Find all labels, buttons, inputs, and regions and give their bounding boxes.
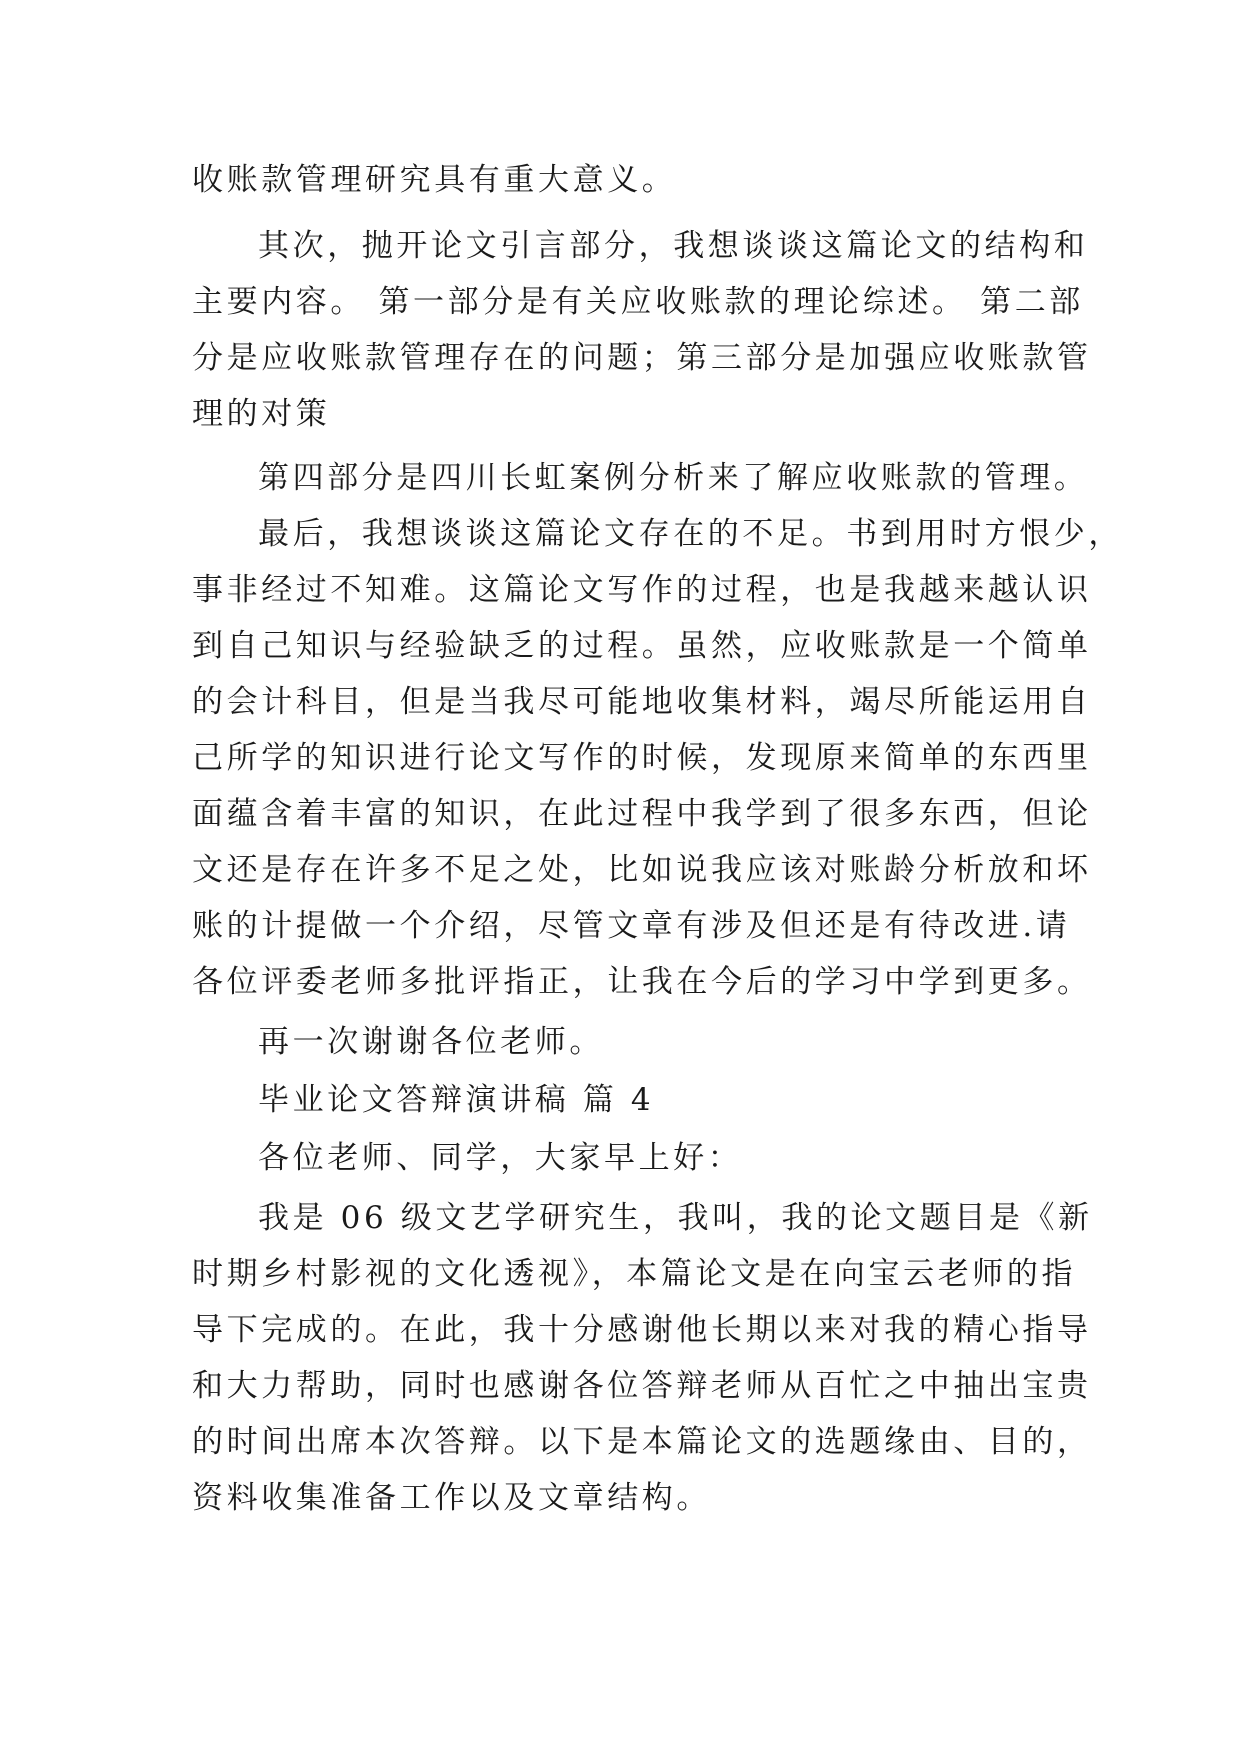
text-line-2: 其次，抛开论文引言部分，我想谈谈这篇论文的结构和: [258, 228, 1089, 264]
text-line-14: 账的计提做一个介绍，尽管文章有涉及但还是有待改进.请: [192, 908, 1071, 944]
text-line-9: 到自己知识与经验缺乏的过程。虽然，应收账款是一个简单: [192, 628, 1092, 664]
text-line-16: 再一次谢谢各位老师。: [258, 1024, 604, 1060]
text-line-23: 的时间出席本次答辩。以下是本篇论文的选题缘由、目的，: [192, 1424, 1092, 1460]
text-line-21: 导下完成的。在此，我十分感谢他长期以来对我的精心指导: [192, 1312, 1092, 1348]
text-line-24: 资料收集准备工作以及文章结构。: [192, 1480, 711, 1516]
text-line-3: 主要内容。 第一部分是有关应收账款的理论综述。 第二部: [192, 284, 1084, 320]
text-line-15: 各位评委老师多批评指正，让我在今后的学习中学到更多。: [192, 964, 1092, 1000]
text-line-12: 面蕴含着丰富的知识，在此过程中我学到了很多东西，但论: [192, 796, 1092, 832]
text-line-6: 第四部分是四川长虹案例分析来了解应收账款的管理。: [258, 460, 1089, 496]
text-line-7: 最后，我想谈谈这篇论文存在的不足。书到用时方恨少，: [258, 516, 1123, 552]
text-line-1: 收账款管理研究具有重大意义。: [192, 162, 677, 198]
text-line-13: 文还是存在许多不足之处，比如说我应该对账龄分析放和坏: [192, 852, 1092, 888]
text-line-10: 的会计科目，但是当我尽可能地收集材料，竭尽所能运用自: [192, 684, 1092, 720]
text-line-4: 分是应收账款管理存在的问题；第三部分是加强应收账款管: [192, 340, 1092, 376]
text-line-19: 我是 06 级文艺学研究生，我叫，我的论文题目是《新: [258, 1200, 1093, 1236]
text-line-18: 各位老师、同学，大家早上好：: [258, 1140, 743, 1176]
text-line-5: 理的对策: [192, 396, 331, 432]
text-line-11: 己所学的知识进行论文写作的时候，发现原来简单的东西里: [192, 740, 1092, 776]
text-line-20: 时期乡村影视的文化透视》，本篇论文是在向宝云老师的指: [192, 1256, 1077, 1292]
section-heading: 毕业论文答辩演讲稿 篇 4: [258, 1082, 655, 1118]
text-line-8: 事非经过不知难。这篇论文写作的过程，也是我越来越认识: [192, 572, 1092, 608]
text-line-22: 和大力帮助，同时也感谢各位答辩老师从百忙之中抽出宝贵: [192, 1368, 1092, 1404]
